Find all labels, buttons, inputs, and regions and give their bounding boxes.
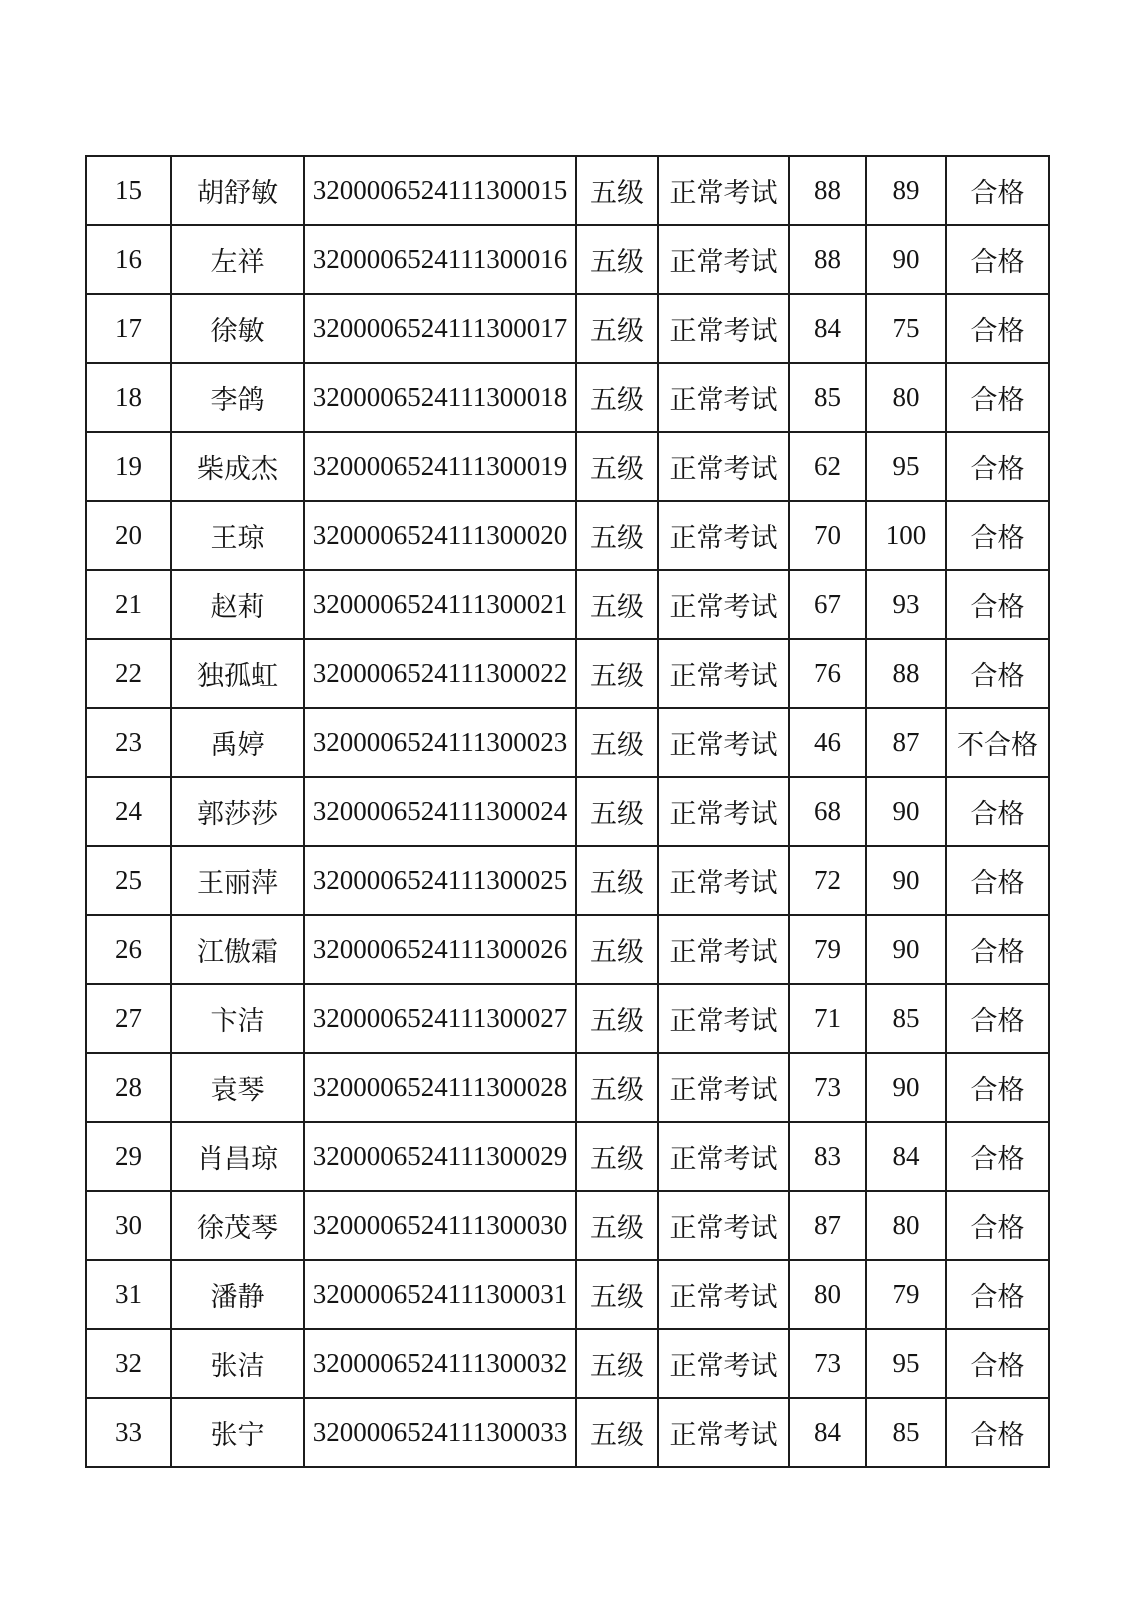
cell-result: 合格: [946, 225, 1049, 294]
cell-exam-type: 正常考试: [658, 708, 789, 777]
cell-level: 五级: [576, 639, 658, 708]
cell-exam-type: 正常考试: [658, 1191, 789, 1260]
cell-result: 合格: [946, 1260, 1049, 1329]
cell-index: 31: [86, 1260, 171, 1329]
cell-result: 合格: [946, 501, 1049, 570]
cell-score-2: 84: [866, 1122, 946, 1191]
cell-index: 16: [86, 225, 171, 294]
cell-level: 五级: [576, 1191, 658, 1260]
cell-score-2: 80: [866, 363, 946, 432]
cell-score-1: 79: [789, 915, 866, 984]
cell-id-number: 3200006524111300015: [304, 156, 576, 225]
cell-result: 不合格: [946, 708, 1049, 777]
cell-score-1: 84: [789, 294, 866, 363]
cell-exam-type: 正常考试: [658, 639, 789, 708]
cell-score-2: 85: [866, 984, 946, 1053]
cell-result: 合格: [946, 294, 1049, 363]
cell-id-number: 3200006524111300023: [304, 708, 576, 777]
cell-name: 王琼: [171, 501, 304, 570]
cell-result: 合格: [946, 1329, 1049, 1398]
cell-name: 胡舒敏: [171, 156, 304, 225]
cell-index: 18: [86, 363, 171, 432]
cell-name: 潘静: [171, 1260, 304, 1329]
cell-score-1: 62: [789, 432, 866, 501]
cell-level: 五级: [576, 1122, 658, 1191]
cell-result: 合格: [946, 156, 1049, 225]
cell-score-1: 85: [789, 363, 866, 432]
cell-exam-type: 正常考试: [658, 1053, 789, 1122]
cell-name: 张洁: [171, 1329, 304, 1398]
cell-result: 合格: [946, 984, 1049, 1053]
cell-id-number: 3200006524111300031: [304, 1260, 576, 1329]
cell-score-1: 68: [789, 777, 866, 846]
cell-score-2: 80: [866, 1191, 946, 1260]
cell-index: 27: [86, 984, 171, 1053]
exam-results-table-body: [86, 156, 1049, 1467]
cell-score-1: 73: [789, 1053, 866, 1122]
cell-score-2: 89: [866, 156, 946, 225]
cell-name: 江傲霜: [171, 915, 304, 984]
cell-index: 30: [86, 1191, 171, 1260]
cell-id-number: 3200006524111300029: [304, 1122, 576, 1191]
table-row: [86, 225, 1049, 294]
cell-exam-type: 正常考试: [658, 1329, 789, 1398]
cell-exam-type: 正常考试: [658, 432, 789, 501]
table-row: [86, 639, 1049, 708]
cell-name: 卞洁: [171, 984, 304, 1053]
cell-score-1: 84: [789, 1398, 866, 1467]
cell-id-number: 3200006524111300026: [304, 915, 576, 984]
cell-level: 五级: [576, 984, 658, 1053]
cell-index: 33: [86, 1398, 171, 1467]
cell-id-number: 3200006524111300016: [304, 225, 576, 294]
cell-exam-type: 正常考试: [658, 1398, 789, 1467]
cell-level: 五级: [576, 1053, 658, 1122]
table-row: [86, 984, 1049, 1053]
cell-level: 五级: [576, 1398, 658, 1467]
table-row: [86, 294, 1049, 363]
cell-score-2: 79: [866, 1260, 946, 1329]
table-row: [86, 501, 1049, 570]
cell-exam-type: 正常考试: [658, 570, 789, 639]
cell-level: 五级: [576, 846, 658, 915]
cell-level: 五级: [576, 777, 658, 846]
cell-id-number: 3200006524111300033: [304, 1398, 576, 1467]
cell-result: 合格: [946, 915, 1049, 984]
cell-exam-type: 正常考试: [658, 1122, 789, 1191]
cell-name: 李鸽: [171, 363, 304, 432]
cell-score-2: 90: [866, 225, 946, 294]
cell-name: 郭莎莎: [171, 777, 304, 846]
cell-score-2: 95: [866, 432, 946, 501]
cell-exam-type: 正常考试: [658, 915, 789, 984]
cell-name: 张宁: [171, 1398, 304, 1467]
cell-level: 五级: [576, 501, 658, 570]
cell-result: 合格: [946, 1053, 1049, 1122]
table-row: [86, 432, 1049, 501]
cell-score-1: 71: [789, 984, 866, 1053]
cell-index: 19: [86, 432, 171, 501]
cell-exam-type: 正常考试: [658, 846, 789, 915]
cell-index: 21: [86, 570, 171, 639]
cell-result: 合格: [946, 432, 1049, 501]
cell-index: 26: [86, 915, 171, 984]
cell-index: 24: [86, 777, 171, 846]
cell-score-2: 88: [866, 639, 946, 708]
cell-level: 五级: [576, 432, 658, 501]
cell-index: 28: [86, 1053, 171, 1122]
cell-score-2: 87: [866, 708, 946, 777]
cell-score-2: 90: [866, 777, 946, 846]
cell-result: 合格: [946, 777, 1049, 846]
cell-index: 32: [86, 1329, 171, 1398]
cell-exam-type: 正常考试: [658, 984, 789, 1053]
cell-index: 25: [86, 846, 171, 915]
cell-score-1: 76: [789, 639, 866, 708]
cell-exam-type: 正常考试: [658, 1260, 789, 1329]
cell-exam-type: 正常考试: [658, 156, 789, 225]
cell-id-number: 3200006524111300019: [304, 432, 576, 501]
table-row: [86, 846, 1049, 915]
cell-level: 五级: [576, 1260, 658, 1329]
cell-result: 合格: [946, 639, 1049, 708]
cell-index: 17: [86, 294, 171, 363]
cell-id-number: 3200006524111300030: [304, 1191, 576, 1260]
cell-score-1: 80: [789, 1260, 866, 1329]
cell-id-number: 3200006524111300024: [304, 777, 576, 846]
cell-score-2: 75: [866, 294, 946, 363]
cell-level: 五级: [576, 156, 658, 225]
table-row: [86, 1398, 1049, 1467]
exam-results-table: [85, 155, 1050, 1468]
cell-score-1: 88: [789, 225, 866, 294]
table-row: [86, 1260, 1049, 1329]
cell-name: 左祥: [171, 225, 304, 294]
table-row: [86, 777, 1049, 846]
cell-index: 20: [86, 501, 171, 570]
cell-name: 袁琴: [171, 1053, 304, 1122]
cell-id-number: 3200006524111300017: [304, 294, 576, 363]
cell-score-1: 87: [789, 1191, 866, 1260]
cell-result: 合格: [946, 1398, 1049, 1467]
cell-name: 王丽萍: [171, 846, 304, 915]
cell-index: 29: [86, 1122, 171, 1191]
cell-id-number: 3200006524111300022: [304, 639, 576, 708]
cell-level: 五级: [576, 708, 658, 777]
cell-id-number: 3200006524111300018: [304, 363, 576, 432]
cell-score-1: 70: [789, 501, 866, 570]
cell-result: 合格: [946, 1122, 1049, 1191]
cell-exam-type: 正常考试: [658, 294, 789, 363]
cell-name: 独孤虹: [171, 639, 304, 708]
cell-index: 15: [86, 156, 171, 225]
cell-index: 22: [86, 639, 171, 708]
cell-index: 23: [86, 708, 171, 777]
table-row: [86, 1191, 1049, 1260]
table-row: [86, 915, 1049, 984]
cell-score-1: 88: [789, 156, 866, 225]
table-row: [86, 363, 1049, 432]
cell-id-number: 3200006524111300032: [304, 1329, 576, 1398]
cell-name: 肖昌琼: [171, 1122, 304, 1191]
cell-score-1: 83: [789, 1122, 866, 1191]
cell-exam-type: 正常考试: [658, 501, 789, 570]
cell-id-number: 3200006524111300028: [304, 1053, 576, 1122]
table-row: [86, 156, 1049, 225]
cell-result: 合格: [946, 846, 1049, 915]
cell-score-1: 46: [789, 708, 866, 777]
cell-result: 合格: [946, 1191, 1049, 1260]
cell-exam-type: 正常考试: [658, 225, 789, 294]
cell-name: 赵莉: [171, 570, 304, 639]
cell-score-2: 90: [866, 1053, 946, 1122]
cell-score-2: 90: [866, 915, 946, 984]
cell-result: 合格: [946, 570, 1049, 639]
cell-level: 五级: [576, 915, 658, 984]
cell-id-number: 3200006524111300025: [304, 846, 576, 915]
cell-name: 柴成杰: [171, 432, 304, 501]
cell-id-number: 3200006524111300027: [304, 984, 576, 1053]
cell-exam-type: 正常考试: [658, 363, 789, 432]
cell-score-1: 67: [789, 570, 866, 639]
cell-id-number: 3200006524111300021: [304, 570, 576, 639]
table-row: [86, 570, 1049, 639]
cell-exam-type: 正常考试: [658, 777, 789, 846]
cell-score-1: 72: [789, 846, 866, 915]
table-row: [86, 1053, 1049, 1122]
cell-score-2: 85: [866, 1398, 946, 1467]
cell-score-2: 100: [866, 501, 946, 570]
cell-score-2: 93: [866, 570, 946, 639]
cell-score-2: 90: [866, 846, 946, 915]
cell-result: 合格: [946, 363, 1049, 432]
cell-level: 五级: [576, 1329, 658, 1398]
cell-level: 五级: [576, 225, 658, 294]
cell-score-1: 73: [789, 1329, 866, 1398]
cell-name: 徐敏: [171, 294, 304, 363]
cell-level: 五级: [576, 363, 658, 432]
table-row: [86, 1122, 1049, 1191]
table-row: [86, 1329, 1049, 1398]
cell-score-2: 95: [866, 1329, 946, 1398]
table-row: [86, 708, 1049, 777]
cell-level: 五级: [576, 570, 658, 639]
cell-id-number: 3200006524111300020: [304, 501, 576, 570]
cell-level: 五级: [576, 294, 658, 363]
cell-name: 禹婷: [171, 708, 304, 777]
cell-name: 徐茂琴: [171, 1191, 304, 1260]
